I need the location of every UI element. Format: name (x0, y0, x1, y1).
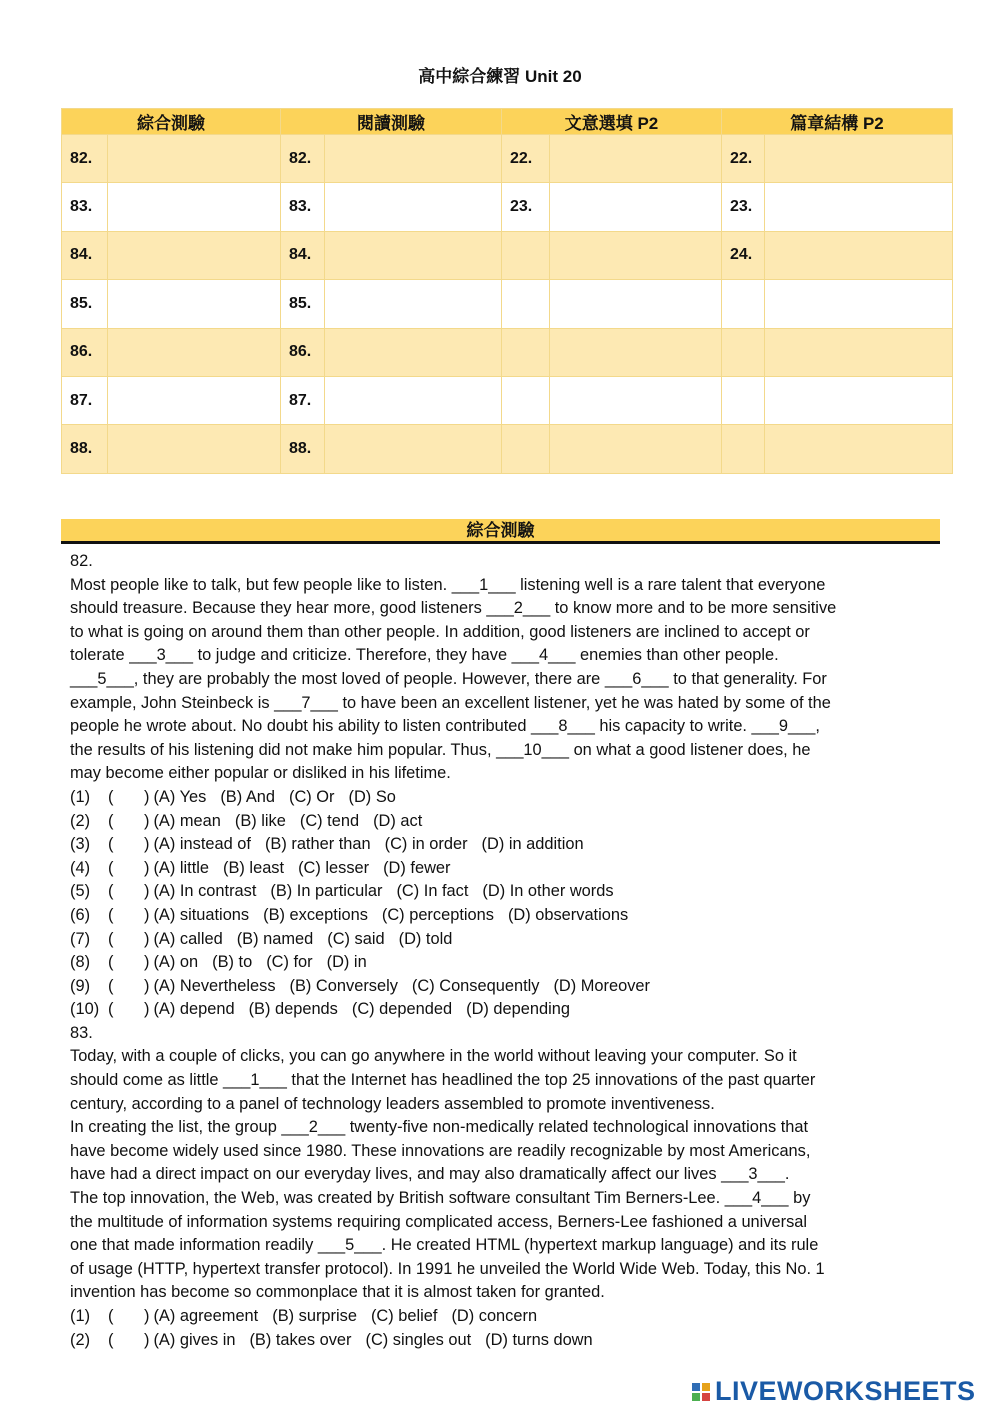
answer-cell[interactable] (325, 425, 502, 473)
answer-blank-close: ) (144, 811, 150, 830)
passage-line: have become widely used since 1980. These innovations are readily recognizable by most Americans, (70, 1141, 811, 1160)
choice-b: (B) least (223, 858, 285, 877)
choice-d: (D) observations (507, 905, 629, 924)
passage-line: tolerate ___3___ to judge and criticize. Therefore, they have ___4___ enemies than other people. (70, 646, 779, 665)
answer-blank-open[interactable]: ( (108, 905, 114, 924)
option-number: (9) (70, 976, 91, 995)
choice-a: (A) mean (153, 811, 221, 830)
passage-line: people he wrote about. No doubt his ability to listen contributed ___8___ his capacity to write. ___9___, (70, 717, 820, 736)
answer-blank-open[interactable]: ( (108, 811, 114, 830)
passage-line: the multitude of information systems requiring complicated access, Berners-Lee fashioned a universal (70, 1212, 808, 1231)
answer-number (502, 280, 550, 328)
answer-cell (550, 425, 722, 473)
answer-cell[interactable] (325, 183, 502, 231)
answer-cell[interactable] (765, 135, 953, 183)
choice-b: (B) named (236, 929, 314, 948)
answer-cell[interactable] (325, 328, 502, 376)
option-row (70, 951, 940, 975)
choice-a: (A) little (153, 858, 210, 877)
table-row (62, 328, 953, 376)
answer-blank-close: ) (144, 1330, 150, 1349)
table-row (62, 183, 953, 231)
answer-number (502, 425, 550, 473)
answer-cell (550, 376, 722, 424)
header-discourse-structure: 篇章結構 P2 (722, 109, 953, 135)
choice-d: (D) So (348, 787, 396, 806)
answer-blank-close: ) (144, 882, 150, 901)
choice-c: (C) perceptions (381, 905, 494, 924)
passage-line: example, John Steinbeck is ___7___ to have been an excellent listener, yet he was hated by some of the (70, 693, 831, 712)
option-row (70, 1329, 940, 1353)
answer-number: 23. (502, 183, 550, 231)
answer-cell[interactable] (765, 183, 953, 231)
passage-line: one that made information readily ___5___. He created HTML (hypertext markup language) and its rule (70, 1236, 819, 1255)
question-82-number: 82. (70, 552, 93, 570)
answer-number: 86. (62, 328, 108, 376)
choice-d: (D) Moreover (553, 976, 651, 995)
choice-d: (D) depending (466, 1000, 570, 1019)
logo-square (702, 1393, 710, 1401)
question-82-options (70, 786, 940, 1022)
choice-b: (B) Conversely (289, 976, 398, 995)
choice-d: (D) fewer (383, 858, 451, 877)
header-comprehensive-test: 綜合測驗 (62, 109, 281, 135)
choice-b: (B) like (234, 811, 286, 830)
question-82-passage (70, 574, 940, 786)
answer-number (502, 376, 550, 424)
answer-cell (765, 425, 953, 473)
page-title: 高中綜合練習 Unit 20 (418, 67, 582, 86)
passage-line: should treasure. Because they hear more, good listeners ___2___ to know more and to be more sensitive (70, 599, 837, 618)
answer-number: 24. (722, 231, 765, 279)
answer-blank-close: ) (144, 858, 150, 877)
passage-line: Most people like to talk, but few people like to listen. ___1___ listening well is a rare talent that everyone (70, 575, 826, 594)
answer-number: 84. (62, 231, 108, 279)
answer-number: 22. (502, 135, 550, 183)
answer-blank-open[interactable]: ( (108, 1307, 114, 1325)
choice-c: (C) belief (370, 1307, 438, 1325)
answer-cell[interactable] (108, 231, 281, 279)
answer-blank-close: ) (144, 953, 150, 972)
option-number: (4) (70, 858, 91, 877)
answer-number: 23. (722, 183, 765, 231)
answer-cell[interactable] (108, 183, 281, 231)
option-number: (7) (70, 929, 91, 948)
answer-blank-open[interactable]: ( (108, 1000, 114, 1019)
option-row (70, 904, 940, 928)
choice-d: (D) told (398, 929, 453, 948)
header-reading-test: 閱讀測驗 (281, 109, 502, 135)
option-row (70, 786, 940, 810)
passage-line: In creating the list, the group ___2___ twenty-five non-medically related technological innovations that (70, 1118, 809, 1137)
answer-blank-open[interactable]: ( (108, 787, 114, 806)
answer-number: 87. (281, 376, 325, 424)
answer-blank-open[interactable]: ( (108, 858, 114, 877)
choice-b: (B) rather than (264, 835, 371, 854)
answer-cell[interactable] (765, 231, 953, 279)
answer-cell (765, 376, 953, 424)
option-number: (5) (70, 882, 91, 901)
choice-a: (A) situations (153, 905, 250, 924)
choice-a: (A) Yes (153, 787, 207, 806)
answer-cell[interactable] (325, 376, 502, 424)
answer-number (722, 328, 765, 376)
answer-table (61, 108, 953, 474)
answer-cell[interactable] (325, 280, 502, 328)
answer-number: 83. (62, 183, 108, 231)
choice-b: (B) takes over (249, 1330, 352, 1349)
passage-line: to what is going on around them than other people. In addition, good listeners are inclined to accept or (70, 622, 810, 641)
option-number: (2) (70, 1330, 91, 1349)
header-vocabulary-fill: 文意選填 P2 (502, 109, 722, 135)
answer-number (722, 376, 765, 424)
answer-cell[interactable] (108, 135, 281, 183)
choice-c: (C) Or (289, 787, 335, 806)
answer-cell[interactable] (108, 280, 281, 328)
answer-blank-close: ) (144, 976, 150, 995)
choice-d: (D) turns down (485, 1330, 593, 1349)
choice-a: (A) agreement (153, 1307, 259, 1325)
choice-b: (B) And (220, 787, 275, 806)
answer-number (722, 280, 765, 328)
table-row (62, 280, 953, 328)
passage-line: invention has become so commonplace that it is almost taken for granted. (70, 1283, 605, 1302)
option-number: (8) (70, 953, 91, 972)
option-number: (10) (70, 1000, 100, 1019)
answer-blank-open[interactable]: ( (108, 882, 114, 901)
answer-cell (550, 328, 722, 376)
choice-d: (D) concern (451, 1307, 538, 1325)
answer-blank-open[interactable]: ( (108, 976, 114, 995)
choice-b: (B) exceptions (263, 905, 368, 924)
choice-b: (B) to (212, 953, 253, 972)
option-number: (2) (70, 811, 91, 830)
section-title: 綜合測驗 (61, 519, 940, 544)
choice-a: (A) depend (153, 1000, 235, 1019)
option-row (70, 928, 940, 952)
passage-line: may become either popular or disliked in his lifetime. (70, 764, 451, 783)
choice-c: (C) depended (351, 1000, 453, 1019)
answer-cell[interactable] (108, 376, 281, 424)
logo-icon (692, 1383, 710, 1401)
choice-a: (A) instead of (153, 835, 251, 854)
logo-square (692, 1383, 700, 1391)
answer-cell[interactable] (550, 183, 722, 231)
passage-line: have had a direct impact on our everyday lives, and may also dramatically affect our lives ___3___. (70, 1165, 790, 1184)
answer-number: 22. (722, 135, 765, 183)
answer-cell (550, 231, 722, 279)
answer-number: 86. (281, 328, 325, 376)
answer-blank-open[interactable]: ( (108, 1330, 114, 1349)
answer-cell (550, 280, 722, 328)
choice-c: (C) in order (384, 835, 468, 854)
answer-number: 82. (281, 135, 325, 183)
answer-blank-close: ) (144, 835, 150, 854)
logo-text: LIVEWORKSHEETS (715, 1376, 976, 1406)
answer-blank-close: ) (144, 929, 150, 948)
choice-a: (A) called (153, 929, 223, 948)
table-row (62, 135, 953, 183)
question-83-options (70, 1305, 940, 1352)
table-row (62, 376, 953, 424)
passage-line: of usage (HTTP, hypertext transfer protocol). In 1991 he unveiled the World Wide Web. Today, this No. 1 (70, 1259, 825, 1278)
choice-c: (C) said (327, 929, 385, 948)
question-83-passage (70, 1045, 940, 1305)
answer-number: 82. (62, 135, 108, 183)
answer-cell[interactable] (108, 328, 281, 376)
choice-a: (A) on (153, 953, 199, 972)
choice-c: (C) for (266, 953, 313, 972)
choice-b: (B) depends (248, 1000, 338, 1019)
answer-cell[interactable] (325, 135, 502, 183)
answer-blank-open[interactable]: ( (108, 835, 114, 854)
option-row (70, 810, 940, 834)
choice-c: (C) singles out (365, 1330, 472, 1349)
answer-cell (765, 328, 953, 376)
logo-square (702, 1383, 710, 1391)
option-number: (1) (70, 787, 91, 806)
option-row (70, 1305, 940, 1329)
passage-line: ___5___, they are probably the most loved of people. However, there are ___6___ to that generality. For (70, 669, 827, 688)
answer-cell[interactable] (550, 135, 722, 183)
choice-d: (D) in (326, 953, 367, 972)
passage-line: Today, with a couple of clicks, you can go anywhere in the world without leaving your computer. So it (70, 1047, 797, 1066)
option-number: (6) (70, 905, 91, 924)
table-row (62, 425, 953, 473)
answer-number: 83. (281, 183, 325, 231)
question-content (70, 550, 940, 1352)
option-row (70, 975, 940, 999)
choice-a: (A) gives in (153, 1330, 236, 1349)
answer-cell[interactable] (108, 425, 281, 473)
answer-number (722, 425, 765, 473)
choice-a: (A) Nevertheless (153, 976, 276, 995)
choice-d: (D) In other words (482, 882, 614, 901)
option-number: (3) (70, 835, 91, 854)
option-row (70, 880, 940, 904)
choice-c: (C) In fact (396, 882, 469, 901)
answer-number: 84. (281, 231, 325, 279)
answer-blank-open[interactable]: ( (108, 953, 114, 972)
logo-square (692, 1393, 700, 1401)
answer-number: 85. (62, 280, 108, 328)
answer-number: 88. (281, 425, 325, 473)
answer-number: 88. (62, 425, 108, 473)
passage-line: should come as little ___1___ that the Internet has headlined the top 25 innovations of the past quarter (70, 1071, 816, 1090)
answer-blank-close: ) (144, 1000, 150, 1019)
passage-line: the results of his listening did not make him popular. Thus, ___10___ on what a good listener does, he (70, 740, 811, 759)
option-row (70, 833, 940, 857)
answer-number: 85. (281, 280, 325, 328)
choice-d: (D) act (373, 811, 423, 830)
answer-blank-close: ) (144, 1307, 150, 1325)
choice-a: (A) In contrast (153, 882, 257, 901)
answer-blank-close: ) (144, 787, 150, 806)
liveworksheets-logo (692, 1376, 976, 1407)
option-row (70, 857, 940, 881)
choice-d: (D) in addition (481, 835, 584, 854)
table-row (62, 231, 953, 279)
choice-c: (C) tend (299, 811, 360, 830)
passage-line: century, according to a panel of technology leaders assembled to promote inventiveness. (70, 1094, 715, 1113)
answer-number (502, 231, 550, 279)
choice-b: (B) In particular (270, 882, 383, 901)
answer-cell (765, 280, 953, 328)
answer-number: 87. (62, 376, 108, 424)
passage-line: The top innovation, the Web, was created by British software consultant Tim Berners-Lee. ___4___ by (70, 1189, 811, 1208)
option-row (70, 998, 940, 1022)
choice-c: (C) lesser (298, 858, 370, 877)
answer-blank-close: ) (144, 905, 150, 924)
option-number: (1) (70, 1307, 91, 1325)
choice-b: (B) surprise (272, 1307, 357, 1325)
question-83-number: 83. (70, 1023, 93, 1042)
choice-c: (C) Consequently (411, 976, 540, 995)
answer-number (502, 328, 550, 376)
answer-blank-open[interactable]: ( (108, 929, 114, 948)
answer-cell[interactable] (325, 231, 502, 279)
